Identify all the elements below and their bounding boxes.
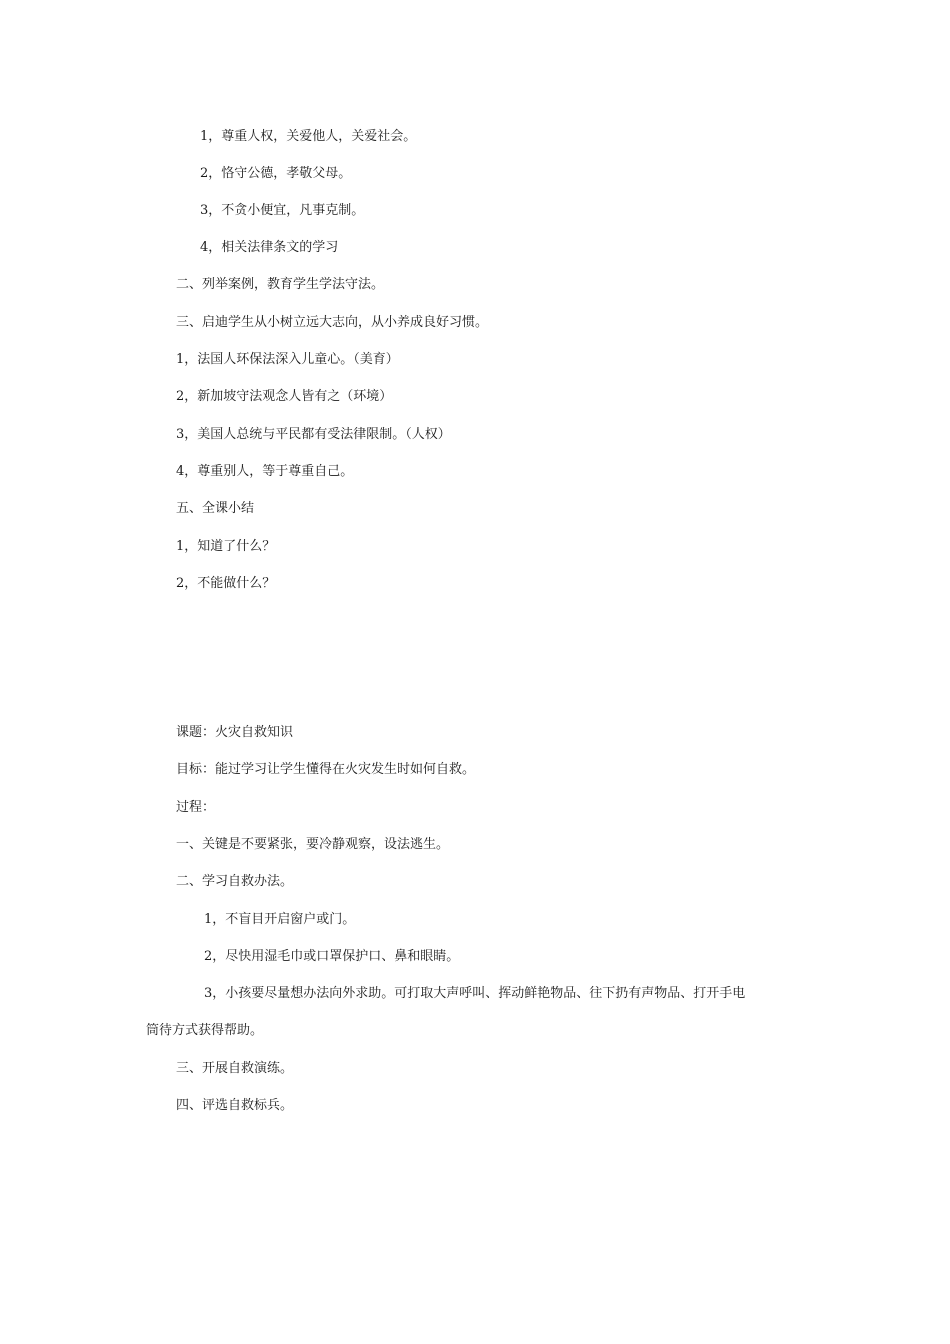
list-item-continuation: 筒待方式获得帮助。 [146,1023,264,1038]
list-item: 3，不贪小便宜，凡事克制。 [200,203,365,218]
list-item: 2，新加坡守法观念人皆有之（环境） [176,389,393,404]
list-item: 2，不能做什么？ [176,576,276,591]
process-label: 过程： [176,800,216,815]
list-item: 1，尊重人权，关爱他人，关爱社会。 [200,129,417,144]
section-heading: 五、全课小结 [176,501,255,516]
section-heading: 三、开展自救演练。 [176,1061,294,1076]
section-heading: 一、关键是不要紧张，要冷静观察，设法逃生。 [176,837,450,852]
section-heading: 三、启迪学生从小树立远大志向，从小养成良好习惯。 [176,315,489,330]
list-item: 3，美国人总统与平民都有受法律限制。（人权） [176,427,451,442]
list-item: 4，相关法律条文的学习 [200,240,339,255]
list-item: 1，法国人环保法深入儿童心。（美育） [176,352,399,367]
lesson-topic: 课题：火灾自救知识 [176,725,294,740]
list-item: 1，不盲目开启窗户或门。 [204,912,356,927]
list-item: 4，尊重别人，等于尊重自己。 [176,464,354,479]
list-item: 2，尽快用湿毛巾或口罩保护口、鼻和眼睛。 [204,949,460,964]
section-heading: 四、评选自救标兵。 [176,1098,294,1113]
lesson-goal: 目标：能过学习让学生懂得在火灾发生时如何自救。 [176,762,476,777]
list-item: 3，小孩要尽量想办法向外求助。可打取大声呼叫、挥动鲜艳物品、往下扔有声物品、打开手电 [204,986,746,1001]
list-item: 2，恪守公德，孝敬父母。 [200,166,352,181]
list-item: 1，知道了什么？ [176,539,276,554]
section-heading: 二、学习自救办法。 [176,874,294,889]
section-heading: 二、列举案例，教育学生学法守法。 [176,277,385,292]
